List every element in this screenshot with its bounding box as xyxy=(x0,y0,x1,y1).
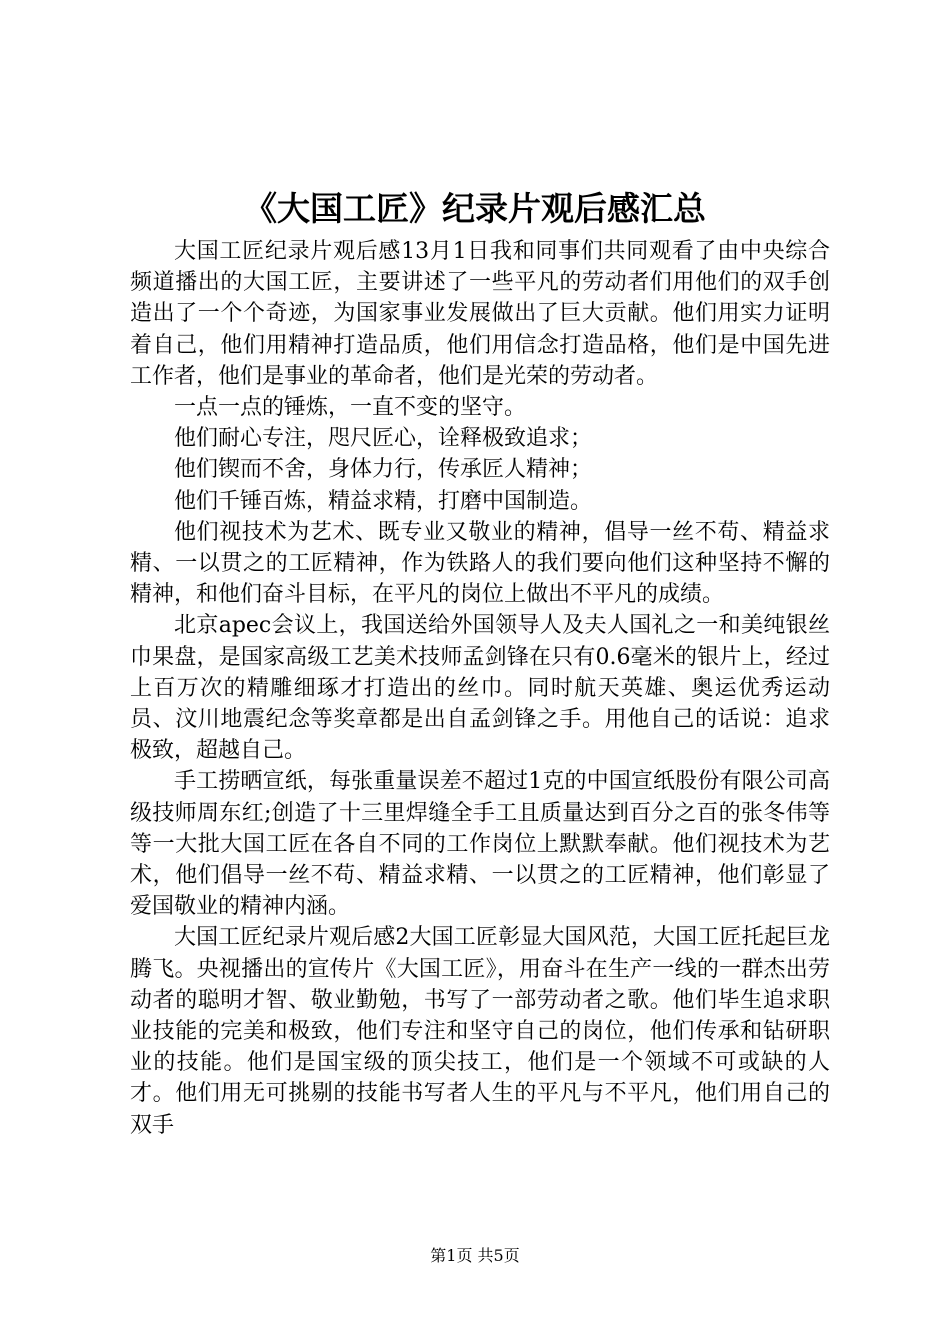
paragraph: 北京apec会议上，我国送给外国领导人及夫人国礼之一和美纯银丝巾果盘，是国家高级工艺美术技师孟剑锋在只有0.6毫米的银片上，经过上百万次的精雕细琢才打造出的丝巾。同时航天英雄、奥运优秀运动员、汶川地震纪念等奖章都是出自孟剑锋之手。用他自己的话说：追求极致，超越自己。 xyxy=(130,613,830,764)
paragraph: 大国工匠纪录片观后感13月1日我和同事们共同观看了由中央综合频道播出的大国工匠，主要讲述了一些平凡的劳动者们用他们的双手创造出了一个个奇迹，为国家事业发展做出了巨大贡献。他们用实力证明着自己，他们用精神打造品质，他们用信念打造品格，他们是中国先进工作者，他们是事业的革命者，他们是光荣的劳动者。 xyxy=(130,239,830,389)
paragraph: 一点一点的锤炼，一直不变的坚守。 xyxy=(174,395,527,421)
paragraph: 他们锲而不舍，身体力行，传承匠人精神； xyxy=(174,457,593,483)
paragraph: 大国工匠纪录片观后感2大国工匠彰显大国风范，大国工匠托起巨龙腾飞。央视播出的宣传片《大国工匠》，用奋斗在生产一线的一群杰出劳动者的聪明才智、敬业勤勉，书写了一部劳动者之歌。他们毕生追求职业技能的完美和极致，他们专注和坚守自己的岗位，他们传承和钻研职业的技能。他们是国宝级的顶尖技工，他们是一个领域不可或缺的人才。他们用无可挑剔的技能书写者人生的平凡与不平凡，他们用自己的双手 xyxy=(130,925,830,1138)
page-title: 《大国工匠》纪录片观后感汇总 xyxy=(244,189,706,228)
page-footer: 第1页 共5页 xyxy=(430,1246,520,1265)
paragraph: 他们视技术为艺术、既专业又敬业的精神，倡导一丝不苟、精益求精、一以贯之的工匠精神，作为铁路人的我们要向他们这种坚持不懈的精神，和他们奋斗目标，在平凡的岗位上做出不平凡的成绩。 xyxy=(130,519,830,608)
paragraph: 他们千锤百炼，精益求精，打磨中国制造。 xyxy=(174,488,593,514)
paragraph: 他们耐心专注，咫尺匠心，诠释极致追求； xyxy=(174,426,593,452)
paragraph: 手工捞晒宣纸，每张重量误差不超过1克的中国宣纸股份有限公司高级技师周东红;创造了十三里焊缝全手工且质量达到百分之百的张冬伟等等一大批大国工匠在各自不同的工作岗位上默默奉献。他们视技术为艺术，他们倡导一丝不苟、精益求精、一以贯之的工匠精神，他们彰显了爱国敬业的精神内涵。 xyxy=(130,769,830,920)
document-body xyxy=(130,236,830,1141)
